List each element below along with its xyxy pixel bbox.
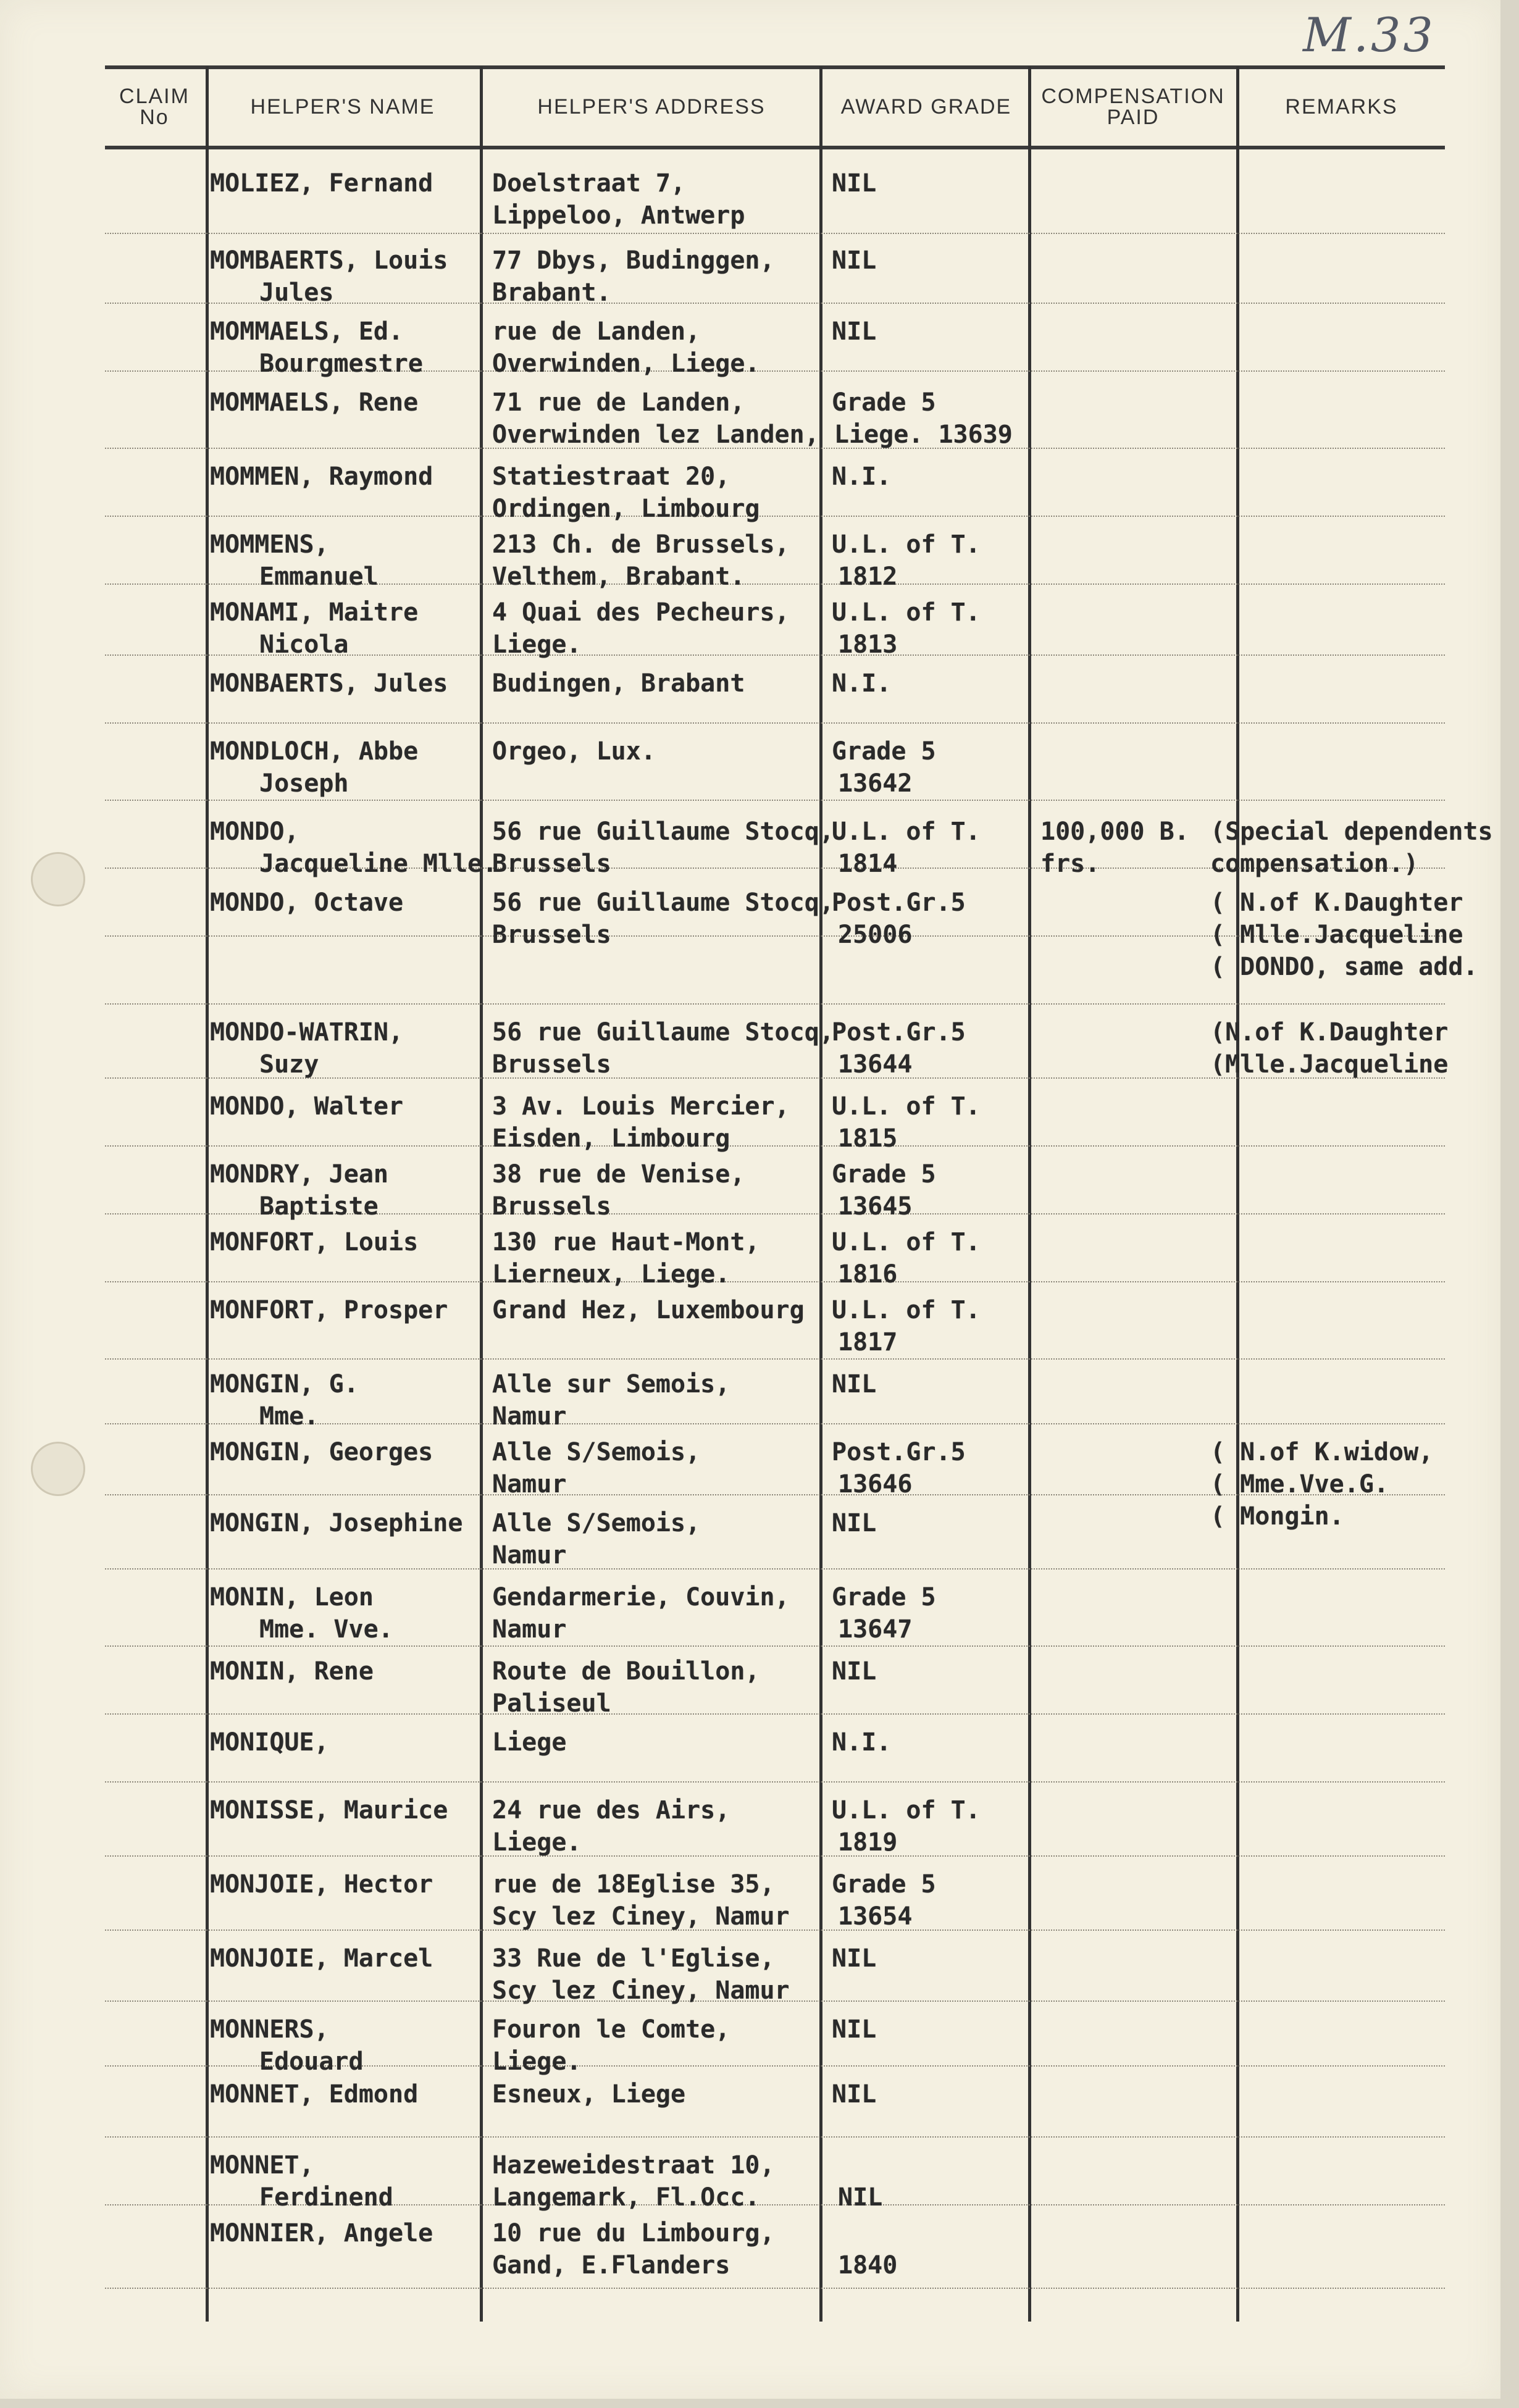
row-address-text: rue de 18Eglise 35,: [492, 1870, 775, 1899]
row-address-text: 56 rue Guillaume Stocq,: [492, 888, 834, 917]
row-address-text: Lierneux, Liege.: [492, 1260, 730, 1289]
row-award-text: U.L. of T.: [832, 530, 981, 559]
row-address-text: Grand Hez, Luxembourg: [492, 1296, 805, 1324]
row-address-text: 56 rue Guillaume Stocq,: [492, 1018, 834, 1047]
row-award-text: 1816: [838, 1260, 898, 1289]
row-award-text: NIL: [832, 1370, 877, 1398]
row-rule: [105, 1358, 1445, 1360]
page-reference: M.33: [1303, 7, 1436, 62]
row-rule: [105, 1145, 1445, 1147]
row-remarks-text: compensation.): [1210, 850, 1419, 878]
row-address-text: Namur: [492, 1470, 567, 1499]
row-address-text: 38 rue de Venise,: [492, 1160, 745, 1189]
row-address-text: 10 rue du Limbourg,: [492, 2219, 775, 2247]
row-award-text: N.I.: [832, 462, 892, 491]
row-address-text: Liege.: [492, 1828, 582, 1857]
row-award-text: NIL: [832, 246, 877, 275]
row-name-text: MONIN, Leon: [210, 1583, 374, 1612]
row-address-text: 130 rue Haut-Mont,: [492, 1228, 760, 1256]
row-address-text: Budingen, Brabant: [492, 669, 745, 698]
row-name-text: Baptiste: [259, 1192, 379, 1221]
row-name-text: MONDO,: [210, 817, 299, 846]
row-address-text: Ordingen, Limbourg: [492, 495, 760, 523]
row-award-text: 1840: [838, 2251, 898, 2280]
row-rule: [105, 1003, 1445, 1005]
row-name-text: MONDLOCH, Abbe: [210, 737, 419, 766]
row-address-text: Brussels: [492, 850, 611, 878]
row-award-text: NIL: [832, 2015, 877, 2044]
row-award-text: N.I.: [832, 669, 892, 698]
row-remarks-text: ( DONDO, same add.: [1210, 953, 1478, 981]
row-remarks-text: ( N.of K.Daughter: [1210, 888, 1463, 917]
row-name-text: Mme. Vve.: [259, 1615, 393, 1644]
row-name-text: MONAMI, Maitre: [210, 598, 419, 627]
row-award-text: Grade 5: [832, 737, 936, 766]
row-remarks-text: ( N.of K.widow,: [1210, 1438, 1434, 1466]
row-name-text: MONFORT, Louis: [210, 1228, 419, 1256]
row-rule: [105, 2288, 1445, 2289]
row-address-text: Alle S/Semois,: [492, 1438, 701, 1466]
row-name-text: MONISSE, Maurice: [210, 1796, 448, 1825]
row-address-text: Statiestraat 20,: [492, 462, 730, 491]
row-address-text: Doelstraat 7,: [492, 169, 686, 198]
punch-hole: [31, 1442, 85, 1496]
row-name-text: Edouard: [259, 2047, 364, 2076]
row-address-text: Alle S/Semois,: [492, 1509, 701, 1537]
row-address-text: Brussels: [492, 1050, 611, 1079]
row-name-text: Ferdinend: [259, 2183, 393, 2212]
row-name-text: MONIQUE,: [210, 1728, 329, 1757]
row-address-text: Liege.: [492, 630, 582, 659]
row-name-text: Bourgmestre: [259, 349, 423, 378]
row-award-text: 13645: [838, 1192, 913, 1221]
row-award-text: U.L. of T.: [832, 1796, 981, 1825]
row-remarks-text: (Mlle.Jacqueline: [1210, 1050, 1449, 1079]
row-name-text: MOLIEZ, Fernand: [210, 169, 433, 198]
row-award-text: U.L. of T.: [832, 817, 981, 846]
row-address-text: 77 Dbys, Budinggen,: [492, 246, 775, 275]
row-address-text: Scy lez Ciney, Namur: [492, 1976, 790, 2005]
row-address-text: 4 Quai des Pecheurs,: [492, 598, 790, 627]
column-divider: [1236, 67, 1239, 2322]
row-address-text: Gendarmerie, Couvin,: [492, 1583, 790, 1612]
row-address-text: Namur: [492, 1541, 567, 1570]
row-award-text: U.L. of T.: [832, 1296, 981, 1324]
row-award-text: Post.Gr.5: [832, 1018, 966, 1047]
row-address-text: 71 rue de Landen,: [492, 388, 745, 417]
row-name-text: Nicola: [259, 630, 349, 659]
row-name-text: MOMMEN, Raymond: [210, 462, 433, 491]
row-remarks-text: ( Mongin.: [1210, 1502, 1344, 1531]
row-award-text: 13642: [838, 769, 913, 798]
header-helper-name: HELPER'S NAME: [250, 95, 435, 119]
row-address-text: Namur: [492, 1402, 567, 1431]
row-name-text: Mme.: [259, 1402, 319, 1431]
row-name-text: MOMMAELS, Ed.: [210, 317, 404, 346]
header-claim: CLAIM No: [119, 85, 190, 129]
row-name-text: MONNET,: [210, 2151, 314, 2180]
row-address-text: Eisden, Limbourg: [492, 1124, 730, 1153]
row-name-text: MONGIN, Georges: [210, 1438, 433, 1466]
row-remarks-text: (Special dependents: [1210, 817, 1493, 846]
row-name-text: MONDO, Octave: [210, 888, 404, 917]
row-award-text: 13644: [838, 1050, 913, 1079]
header-compensation-paid: COMPENSATION PAID: [1041, 85, 1225, 129]
row-award-text: 13646: [838, 1470, 913, 1499]
row-award-text: U.L. of T.: [832, 598, 981, 627]
row-rule: [105, 1781, 1445, 1783]
row-address-text: Brabant.: [492, 278, 611, 307]
row-name-text: MONDO, Walter: [210, 1092, 404, 1121]
header-helper-address: HELPER'S ADDRESS: [537, 95, 766, 119]
row-remarks-text: (N.of K.Daughter: [1210, 1018, 1449, 1047]
row-award-text: 13654: [838, 1902, 913, 1931]
punch-hole: [31, 852, 85, 906]
row-award-text: U.L. of T.: [832, 1092, 981, 1121]
row-award-text: N.I.: [832, 1728, 892, 1757]
row-address-text: 3 Av. Louis Mercier,: [492, 1092, 790, 1121]
row-address-text: Esneux, Liege: [492, 2080, 686, 2109]
row-name-text: MONDRY, Jean: [210, 1160, 388, 1189]
row-address-text: Velthem, Brabant.: [492, 562, 745, 591]
row-award-text: NIL: [832, 317, 877, 346]
row-award-text: 1812: [838, 562, 898, 591]
row-name-text: MONGIN, Josephine: [210, 1509, 463, 1537]
row-award-text: 1814: [838, 850, 898, 878]
row-address-text: Namur: [492, 1615, 567, 1644]
row-name-text: MOMBAERTS, Louis: [210, 246, 448, 275]
row-award-text: 25006: [838, 921, 913, 949]
row-award-text: Post.Gr.5: [832, 888, 966, 917]
row-address-text: Brussels: [492, 1192, 611, 1221]
row-name-text: MOMMAELS, Rene: [210, 388, 419, 417]
row-award-text: Post.Gr.5: [832, 1438, 966, 1466]
row-address-text: Liege.: [492, 2047, 582, 2076]
row-name-text: Joseph: [259, 769, 349, 798]
row-compensation-text: 100,000 B.: [1040, 817, 1189, 846]
row-address-text: 33 Rue de l'Eglise,: [492, 1944, 775, 1973]
row-award-text: 13647: [838, 1615, 913, 1644]
row-address-text: 213 Ch. de Brussels,: [492, 530, 790, 559]
row-address-text: Orgeo, Lux.: [492, 737, 656, 766]
row-name-text: MONGIN, G.: [210, 1370, 359, 1398]
row-name-text: Jacqueline Mlle.: [259, 850, 498, 878]
row-award-text: Grade 5: [832, 1160, 936, 1189]
row-address-text: Overwinden, Liege.: [492, 349, 760, 378]
row-address-text: 24 rue des Airs,: [492, 1796, 730, 1825]
row-address-text: Paliseul: [492, 1689, 611, 1718]
row-name-text: MONJOIE, Hector: [210, 1870, 433, 1899]
row-address-text: rue de Landen,: [492, 317, 701, 346]
row-address-text: Overwinden lez Landen, Liege. 13639: [492, 420, 1013, 449]
row-address-text: Lippeloo, Antwerp: [492, 201, 745, 230]
row-award-text: 1815: [838, 1124, 898, 1153]
row-name-text: Jules: [259, 278, 334, 307]
row-award-text: U.L. of T.: [832, 1228, 981, 1256]
row-award-text: NIL: [832, 1509, 877, 1537]
row-award-text: 1819: [838, 1828, 898, 1857]
row-rule: [105, 516, 1445, 517]
row-name-text: Emmanuel: [259, 562, 379, 591]
row-award-text: Grade 5: [832, 1870, 936, 1899]
column-divider: [206, 67, 209, 2322]
row-award-text: NIL: [838, 2183, 883, 2212]
row-award-text: Grade 5: [832, 388, 936, 417]
header-award-grade: AWARD GRADE: [840, 95, 1012, 119]
row-address-text: Brussels: [492, 921, 611, 949]
row-name-text: MONNIER, Angele: [210, 2219, 433, 2247]
row-compensation-text: frs.: [1040, 850, 1100, 878]
row-remarks-text: ( Mlle.Jacqueline: [1210, 921, 1463, 949]
row-award-text: 1817: [838, 1328, 898, 1357]
header-remarks: REMARKS: [1285, 95, 1398, 119]
row-name-text: MONJOIE, Marcel: [210, 1944, 433, 1973]
row-address-text: Hazeweidestraat 10,: [492, 2151, 775, 2180]
row-rule: [105, 1713, 1445, 1715]
row-name-text: MONIN, Rene: [210, 1657, 374, 1686]
row-address-text: Liege: [492, 1728, 567, 1757]
row-rule: [105, 1568, 1445, 1570]
row-rule: [105, 722, 1445, 724]
row-name-text: MONNET, Edmond: [210, 2080, 419, 2109]
row-award-text: NIL: [832, 2080, 877, 2109]
row-name-text: MOMMENS,: [210, 530, 329, 559]
row-name-text: MONBAERTS, Jules: [210, 669, 448, 698]
row-award-text: NIL: [832, 169, 877, 198]
row-address-text: Gand, E.Flanders: [492, 2251, 730, 2280]
row-award-text: 1813: [838, 630, 898, 659]
column-divider: [1028, 67, 1031, 2322]
row-award-text: Grade 5: [832, 1583, 936, 1612]
row-name-text: Suzy: [259, 1050, 319, 1079]
row-award-text: NIL: [832, 1657, 877, 1686]
row-remarks-text: ( Mme.Vve.G.: [1210, 1470, 1389, 1499]
row-address-text: 56 rue Guillaume Stocq,: [492, 817, 834, 846]
column-divider: [480, 67, 483, 2322]
column-divider: [819, 67, 822, 2322]
row-rule: [105, 2136, 1445, 2138]
row-name-text: MONNERS,: [210, 2015, 329, 2044]
row-address-text: Route de Bouillon,: [492, 1657, 760, 1686]
row-name-text: MONDO-WATRIN,: [210, 1018, 404, 1047]
row-rule: [105, 1855, 1445, 1857]
row-address-text: Scy lez Ciney, Namur: [492, 1902, 790, 1931]
row-rule: [105, 1281, 1445, 1282]
row-rule: [105, 233, 1445, 234]
row-award-text: NIL: [832, 1944, 877, 1973]
row-address-text: Alle sur Semois,: [492, 1370, 730, 1398]
row-address-text: Fouron le Comte,: [492, 2015, 730, 2044]
row-name-text: MONFORT, Prosper: [210, 1296, 448, 1324]
table-header: [105, 67, 1445, 147]
row-address-text: Langemark, Fl.Occ.: [492, 2183, 760, 2212]
